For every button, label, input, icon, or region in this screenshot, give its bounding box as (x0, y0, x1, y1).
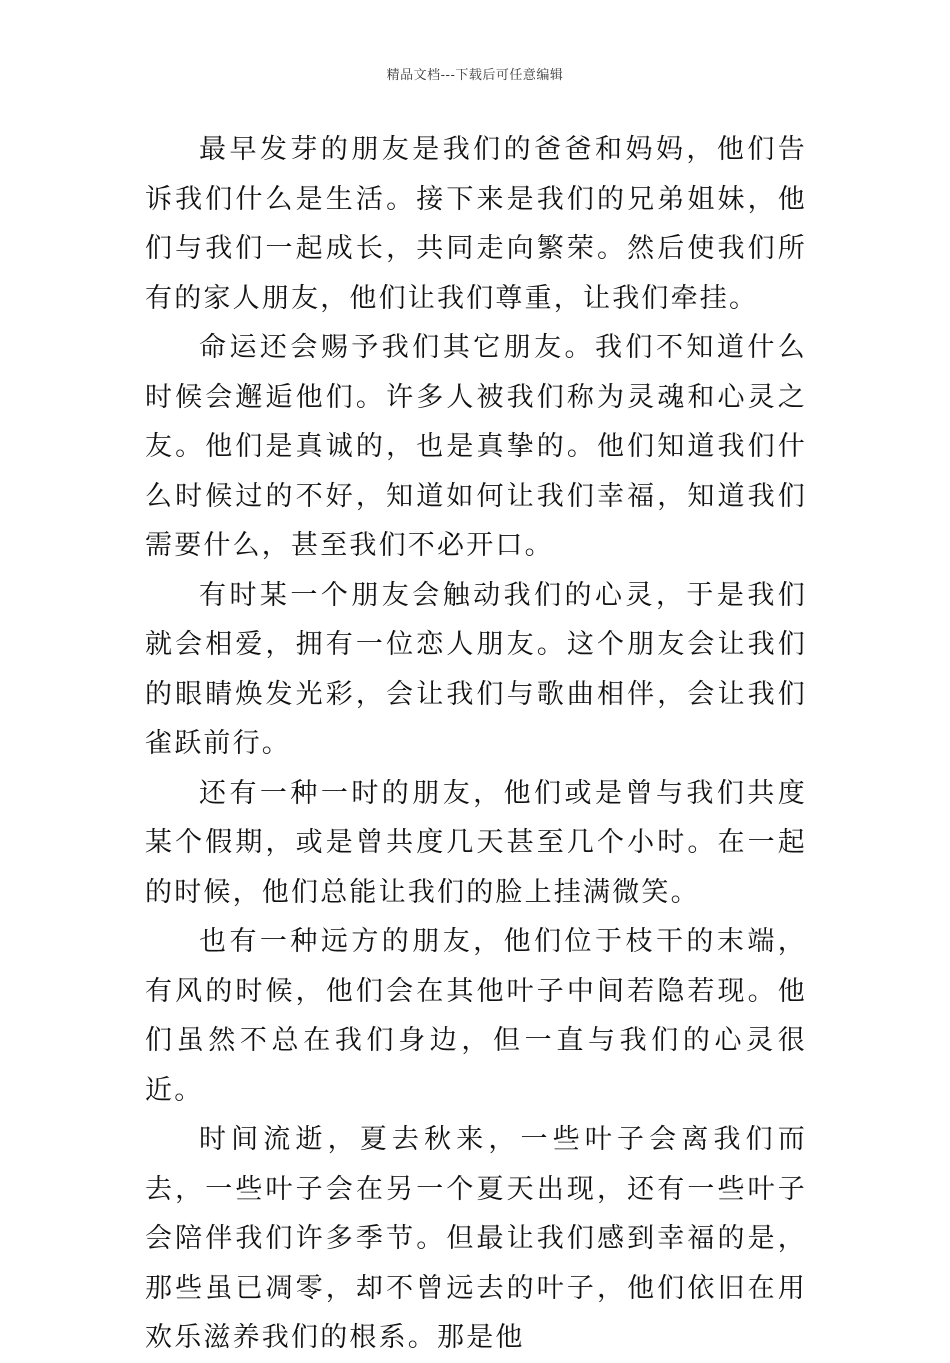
paragraph-6: 时间流逝，夏去秋来，一些叶子会离我们而去，一些叶子会在另一个夏天出现，还有一些叶子会陪伴我们许多季节。但最让我们感到幸福的是，那些虽已凋零，却不曾远去的叶子，他们依旧在用欢乐滋养我们的根系。那是他 (145, 1124, 807, 1353)
document-body (145, 125, 807, 1363)
paragraph-4: 还有一种一时的朋友，他们或是曾与我们共度某个假期，或是曾共度几天甚至几个小时。在一起的时候，他们总能让我们的脸上挂满微笑。 (145, 777, 807, 908)
page-header: 精品文档---下载后可任意编辑 (386, 68, 564, 83)
paragraph-1: 最早发芽的朋友是我们的爸爸和妈妈，他们告诉我们什么是生活。接下来是我们的兄弟姐妹，他们与我们一起成长，共同走向繁荣。然后使我们所有的家人朋友，他们让我们尊重，让我们牵挂。 (145, 134, 807, 314)
paragraph-5: 也有一种远方的朋友，他们位于枝干的末端，有风的时候，他们会在其他叶子中间若隐若现。他们虽然不总在我们身边，但一直与我们的心灵很近。 (145, 926, 807, 1106)
paragraph-3: 有时某一个朋友会触动我们的心灵，于是我们就会相爱，拥有一位恋人朋友。这个朋友会让我们的眼睛焕发光彩，会让我们与歌曲相伴，会让我们雀跃前行。 (145, 579, 807, 759)
paragraph-2: 命运还会赐予我们其它朋友。我们不知道什么时候会邂逅他们。许多人被我们称为灵魂和心灵之友。他们是真诚的，也是真挚的。他们知道我们什么时候过的不好，知道如何让我们幸福，知道我们需要什么，甚至我们不必开口。 (145, 332, 807, 561)
